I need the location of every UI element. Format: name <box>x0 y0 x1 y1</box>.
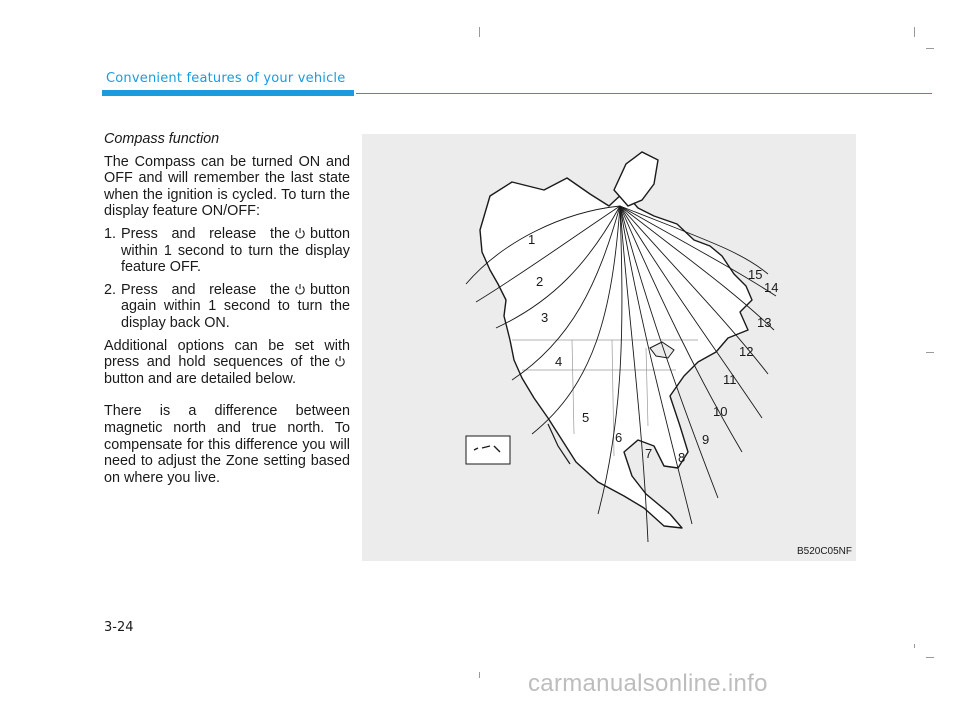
subheading: Compass function <box>104 131 220 147</box>
power-icon <box>334 355 346 367</box>
north-america-outline <box>480 178 752 528</box>
hawaii-inset <box>466 436 510 464</box>
crop-mark <box>479 27 480 37</box>
zone-label-8: 8 <box>678 450 686 465</box>
page-number: 3-24 <box>104 620 134 635</box>
step-text-pre: Press and release the <box>121 281 290 298</box>
zone-label-11: 11 <box>723 372 737 387</box>
step-1 <box>104 226 350 276</box>
zone-label-7: 7 <box>645 446 653 461</box>
zone-label-14: 14 <box>764 280 779 295</box>
power-icon <box>294 227 306 239</box>
options-text-post: button and are detailed below. <box>104 370 297 387</box>
crop-mark <box>926 657 934 658</box>
options-text-pre: Additional options can be set with press and hold sequences of the <box>104 337 350 371</box>
intro-paragraph: The Compass can be turned ON and OFF and will remember the last state when the ignition is cycled. To turn the display feature ON/OFF: <box>104 153 350 220</box>
zone-label-15: 15 <box>748 267 763 282</box>
watermark: carmanualsonline.info <box>528 670 768 697</box>
section-title: Convenient features of your vehicle <box>106 71 346 86</box>
zone-label-12: 12 <box>739 344 754 359</box>
zone-label-4: 4 <box>555 354 563 369</box>
north-america-map-icon <box>362 134 856 561</box>
crop-mark <box>926 48 934 49</box>
options-paragraph <box>104 338 350 388</box>
step-text-post: button again within 1 second to turn the display back ON. <box>121 281 350 331</box>
step-number: 1. <box>104 225 117 242</box>
zone-label-2: 2 <box>536 274 544 289</box>
zone-label-3: 3 <box>541 310 549 325</box>
step-text-post: button within 1 second to turn the display feature OFF. <box>121 225 350 276</box>
power-icon <box>294 283 306 295</box>
step-text-pre: Press and release the <box>121 225 290 242</box>
zone-label-1: 1 <box>528 232 536 247</box>
crop-mark <box>479 672 480 678</box>
zone-label-10: 10 <box>713 404 728 419</box>
difference-paragraph: There is a difference between magnetic north and true north. To compensate for this difference you will need to adjust the Zone setting based on where you live. <box>104 403 350 486</box>
zone-label-13: 13 <box>757 315 772 330</box>
crop-mark <box>926 352 934 353</box>
zone-label-6: 6 <box>615 430 623 445</box>
zone-label-5: 5 <box>582 410 590 425</box>
zone-label-9: 9 <box>702 432 710 447</box>
text-column <box>104 131 350 492</box>
header-rule-thin <box>356 93 932 94</box>
crop-mark <box>914 644 915 648</box>
figure-code: B520C05NF <box>796 546 852 557</box>
compass-zone-figure <box>362 134 856 561</box>
greenland-outline <box>614 152 658 206</box>
step-number: 2. <box>104 281 117 298</box>
crop-mark <box>914 27 915 37</box>
step-2 <box>104 282 350 332</box>
header-rule-thick <box>102 90 354 96</box>
